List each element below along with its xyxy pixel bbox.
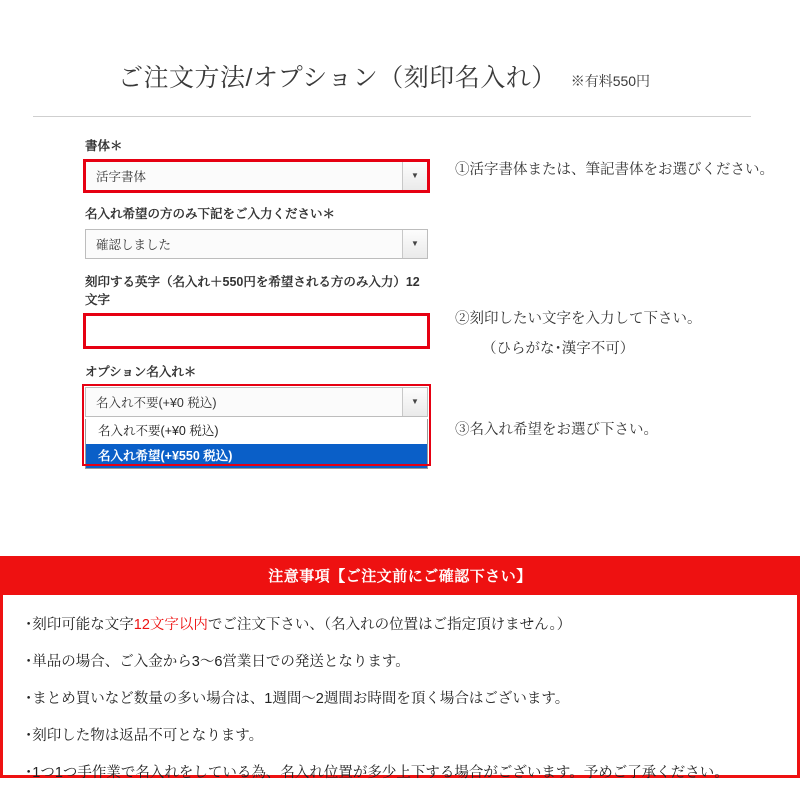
notice-line-post: でご注文下さい、（名入れの位置はご指定頂けません。） <box>207 617 572 633</box>
notice-body <box>0 595 800 782</box>
engraving-text-input[interactable] <box>85 315 428 347</box>
notice-block <box>0 556 800 782</box>
field-label-confirm: 名入れ希望の方のみ下記をご入力ください＊ <box>85 206 336 221</box>
field-label-typeface: 書体＊ <box>85 139 123 153</box>
typeface-select[interactable] <box>85 161 428 191</box>
chevron-down-icon[interactable]: ▼ <box>402 162 427 190</box>
notice-line-highlight: 12文字以内 <box>133 617 208 633</box>
notice-line: ･刻印した物は返品不可となります。 <box>25 728 264 745</box>
engraving-option-value: 名入れ不要(+¥0 税込) <box>96 395 217 410</box>
form-column <box>85 137 430 469</box>
engraving-option-select[interactable] <box>85 387 428 417</box>
field-label-engraving-text: 刻印する英字（名入れ＋550円を希望される方のみ入力）12文字 <box>85 274 420 308</box>
annotation-2-sub: （ひらがな･漢字不可） <box>482 341 635 357</box>
confirm-select[interactable] <box>85 229 428 259</box>
dropdown-option-no-engraving[interactable]: 名入れ不要(+¥0 税込) <box>98 423 219 438</box>
notice-title: 注意事項【ご注文前にご確認下さい】 <box>0 556 800 595</box>
spacer <box>85 191 430 205</box>
field-label-engraving-option: オプション名入れ＊ <box>85 365 197 379</box>
notice-line: ･1つ1つ手作業で名入れをしている為、名入れ位置が多少上下する場合がございます。予めご了承ください。 <box>25 765 729 782</box>
engraving-option-dropdown[interactable] <box>85 387 430 470</box>
spacer <box>85 347 430 363</box>
annotation-3: ③名入れ希望をお選び下さい。 <box>455 422 658 438</box>
typeface-select-value: 活字書体 <box>96 169 147 184</box>
notice-line: ･まとめ買いなど数量の多い場合は、1週間〜2週間お時間を頂く場合はございます。 <box>25 691 570 708</box>
page-title-note: ※有料550円 <box>570 73 651 89</box>
page-header <box>0 0 800 94</box>
dropdown-option-with-engraving[interactable]: 名入れ希望(+¥550 税込) <box>86 444 427 469</box>
engraving-option-list[interactable] <box>85 419 428 470</box>
chevron-down-icon[interactable]: ▼ <box>402 230 427 258</box>
notice-line: ･単品の場合、ご入金から3〜6営業日での発送となります。 <box>25 654 410 671</box>
confirm-select-value: 確認しました <box>96 237 172 252</box>
order-options-form <box>0 137 800 497</box>
notice-line <box>25 615 775 636</box>
annotation-2: ②刻印したい文字を入力して下さい。 <box>455 311 702 327</box>
header-divider <box>33 116 751 117</box>
notice-line-pre: ･刻印可能な文字 <box>25 617 134 633</box>
spacer <box>85 259 430 273</box>
chevron-down-icon[interactable]: ▼ <box>402 388 427 416</box>
page-title: ご注文方法/オプション（刻印名入れ） <box>118 64 557 92</box>
annotation-1: ①活字書体または、筆記書体をお選びください。 <box>455 162 774 178</box>
